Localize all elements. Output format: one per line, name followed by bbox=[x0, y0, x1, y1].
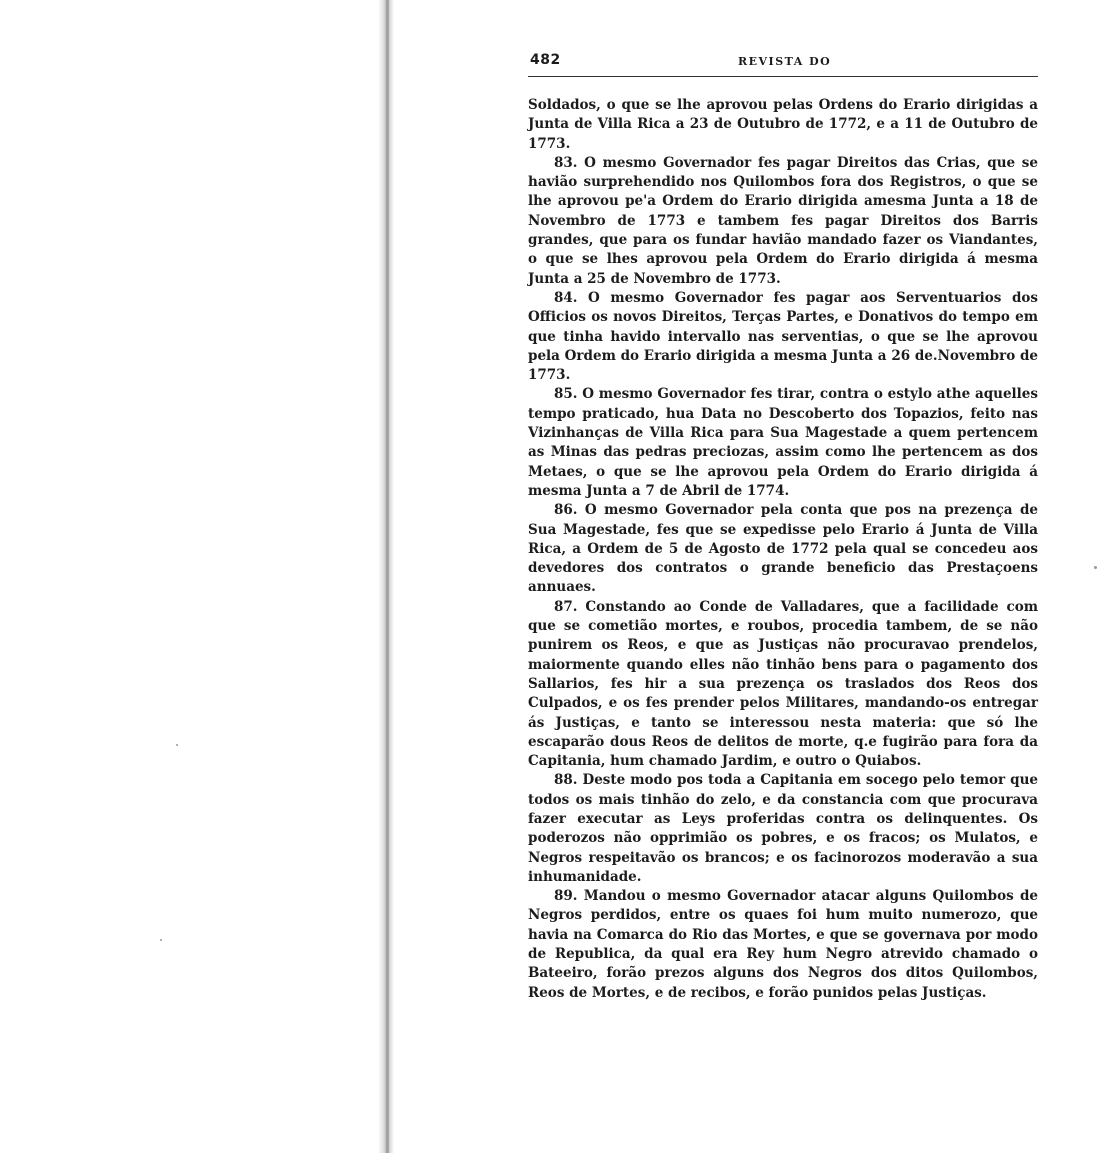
page-number: 482 bbox=[530, 52, 561, 68]
binding-gutter-line bbox=[386, 0, 389, 1153]
paragraph-83: 83. O mesmo Governador fes pagar Direitos das Crias, que se havião surprehendido nos Quilombos fora dos Registros, o que se lhe aprovou pe'a Ordem do Erario dirigida amesma Junta a 18 de Novembro de 1773 e tambem fes pagar Direitos dos Barris grandes, que para os fundar havião mandado fazer os Viandantes, o que se lhes aprovou pela Ordem do Erario dirigida á mesma Junta a 25 de Novembro de 1773. bbox=[528, 154, 1038, 287]
paragraph-continued: Soldados, o que se lhe aprovou pelas Ordens do Erario dirigidas a Junta de Villa Rica a 23 de Outubro de 1772, e a 11 de Outubro de 1773. bbox=[528, 97, 1038, 152]
paragraph-85: 85. O mesmo Governador fes tirar, contra o estylo athe aquelles tempo praticado, hua Data no Descoberto dos Topazios, feito nas Vizinhanças de Villa Rica para Sua Magestade a quem pertencem as Minas das pedras preciozas, assim como lhe pertencem as dos Metaes, o que se lhe aprovou pela Ordem do Erario dirigida á mesma Junta a 7 de Abril de 1774. bbox=[528, 386, 1038, 499]
paragraph-87: 87. Constando ao Conde de Valladares, que a facilidade com que se cometião mortes, e roubos, procedia tambem, de se não punirem os Reos, e que as Justiças não procuravao prendelos, maiormente quando elles não tinhão bens para o pagamento dos Sallarios, fes hir a sua prezença os traslados dos Reos dos Culpados, e os fes prender pelos Militares, mandando-os entregar ás Justiças, e tanto se interessou nesta materia: que só lhe escaparão dous Reos de delitos de morte, q.e fugirão para fora da Capitania, hum chamado Jardim, e outro o Quiabos. bbox=[528, 598, 1038, 770]
header-rule bbox=[528, 76, 1038, 77]
paragraph-84: 84. O mesmo Governador fes pagar aos Serventuarios dos Officios os novos Direitos, Terças Partes, e Donativos do tempo em que tinha havido intervallo nas serventias, o que se lhe aprovou pela Ordem do Erario dirigida a mesma Junta a 26 de.Novembro de 1773. bbox=[528, 289, 1038, 384]
paragraph-86: 86. O mesmo Governador pela conta que pos na prezença de Sua Magestade, fes que se expedisse pelo Erario á Junta de Villa Rica, a Ordem de 5 de Agosto de 1772 pela qual se concedeu aos devedores dos contratos o grande beneficio das Prestaçoens annuaes. bbox=[528, 502, 1038, 596]
paragraph-88: 88. Deste modo pos toda a Capitania em socego pelo temor que todos os mais tinhão do zelo, e da constancia com que procurava fazer executar as Leys proferidas contra os delinquentes. Os poderozos não opprimião os pobres, e os fracos; os Mulatos, e Negros respeitavão os brancos; e os facinorozos moderavão a sua inhumanidade. bbox=[528, 772, 1038, 885]
body-text bbox=[528, 96, 1038, 1003]
scan-speck bbox=[160, 939, 162, 941]
running-head bbox=[520, 50, 1040, 74]
scan-speck bbox=[1094, 566, 1097, 569]
scan-speck bbox=[176, 744, 178, 746]
paragraph-89: 89. Mandou o mesmo Governador atacar alguns Quilombos de Negros perdidos, entre os quaes foi hum muito numerozo, que havia na Comarca do Rio das Mortes, e que se governava por modo de Republica, da qual era Rey hum Negro atrevido chamado o Bateeiro, forão prezos alguns dos Negros dos ditos Quilombos, Reos de Mortes, e de recibos, e forão punidos pelas Justiças. bbox=[528, 888, 1038, 1001]
document-page bbox=[520, 50, 1040, 1003]
running-head-title: REVISTA DO bbox=[738, 55, 832, 68]
